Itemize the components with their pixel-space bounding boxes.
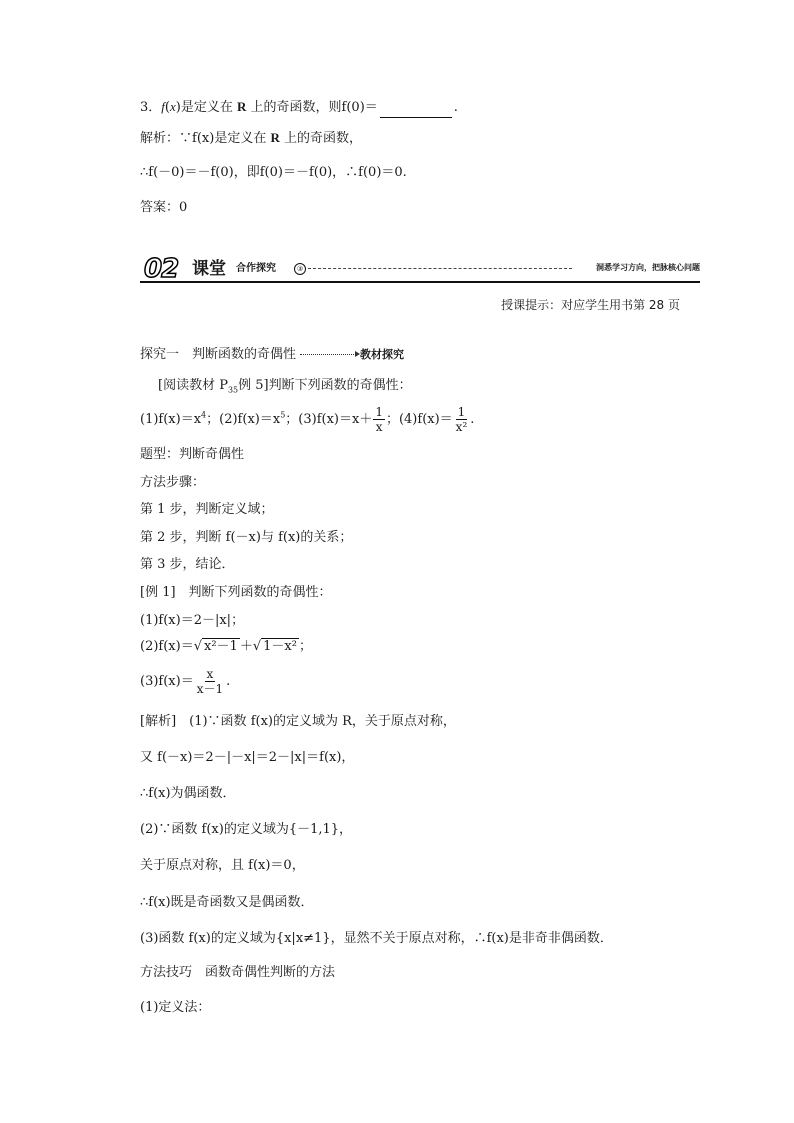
section-slogan: 洞悉学习方向，把脉核心问题 <box>596 263 700 272</box>
question-3: 3．f(x)是定义在 R 上的奇函数，则f(0)＝ . <box>140 97 458 118</box>
fraction: $\frac{x}{x-1}$ <box>196 667 224 696</box>
steps-title: 方法步骤： <box>140 475 206 490</box>
functions-list: $(1)f(x)=x^4$；$(2)f(x)=x^5$；(3)f(x)＝x＋ $\frac{1}{x}$ ；(4)f(x)＝ $\frac{1}{\text{x²}}$ . <box>140 405 475 434</box>
section-number: 02 <box>144 254 179 284</box>
example-1-part-3: (3)f(x)＝ $\frac{x}{x-1}$ . <box>140 667 231 696</box>
solution-1: [解析] (1)∵函数 f(x)的定义域为 R，关于原点对称， <box>140 714 456 729</box>
section-subtitle: 合作探究 <box>236 263 276 274</box>
fraction: $\frac{1}{x}$ <box>375 405 383 434</box>
banner-rule <box>140 281 700 283</box>
example-1: [例 1] 判断下列函数的奇偶性： <box>140 585 332 600</box>
circled-number-icon: ③ <box>294 263 306 275</box>
textbook-tag: 教材探究 <box>360 348 405 361</box>
fraction: $\frac{1}{\text{x²}}$ <box>455 405 468 434</box>
analysis-line-1: 解析：∵f(x)是定义在 R 上的奇函数， <box>140 130 363 146</box>
example-1-part-2: (2)f(x)＝√ x²－1 ＋√ 1－x² ； <box>140 637 312 657</box>
dashed-divider <box>308 268 572 269</box>
analysis-line-2: ∴f(－0)＝－f(0)，即f(0)＝－f(0)，∴f(0)＝0. <box>140 165 407 180</box>
step-3: 第 3 步，结论． <box>140 557 235 572</box>
answer-line: 答案：0 <box>140 200 188 215</box>
solution-7: (3)函数 f(x)的定义域为{x|x≠1}，显然不关于原点对称，∴f(x)是非奇非偶函数． <box>140 931 613 946</box>
solution-6: ∴f(x)既是奇函数又是偶函数． <box>140 895 314 910</box>
solution-4: (2)∵函数 f(x)的定义域为{－1,1}， <box>140 822 353 837</box>
teaching-hint: 授课提示：对应学生用书第 28 页 <box>501 298 680 312</box>
sqrt-icon: √ x²－1 <box>193 639 238 654</box>
solution-3: ∴f(x)为偶函数． <box>140 786 236 801</box>
step-1: 第 1 步，判断定义域； <box>140 502 274 517</box>
solution-2: 又 f(－x)＝2－|－x|＝2－|x|＝f(x)， <box>140 750 355 765</box>
section-title: 课堂 <box>192 259 226 279</box>
step-2: 第 2 步，判断 f(－x)与 f(x)的关系； <box>140 530 353 545</box>
solution-5: 关于原点对称，且 f(x)＝0， <box>140 858 305 873</box>
answer-blank <box>380 103 452 118</box>
sqrt-icon: √ 1－x² <box>252 639 297 654</box>
definition-method: (1)定义法： <box>140 1000 211 1015</box>
explore-heading: 探究一 判断函数的奇偶性 教材探究 <box>140 347 405 362</box>
arrow-icon <box>300 354 358 355</box>
reading-instruction: [阅读教材 $P_{35}$例 5]判断下列函数的奇偶性： <box>158 378 412 395</box>
section-banner <box>140 256 700 284</box>
method-heading: 方法技巧 函数奇偶性判断的方法 <box>140 965 336 980</box>
problem-type: 题型：判断奇偶性 <box>140 447 245 462</box>
example-1-part-1: (1)f(x)＝2－|x|； <box>140 613 245 628</box>
